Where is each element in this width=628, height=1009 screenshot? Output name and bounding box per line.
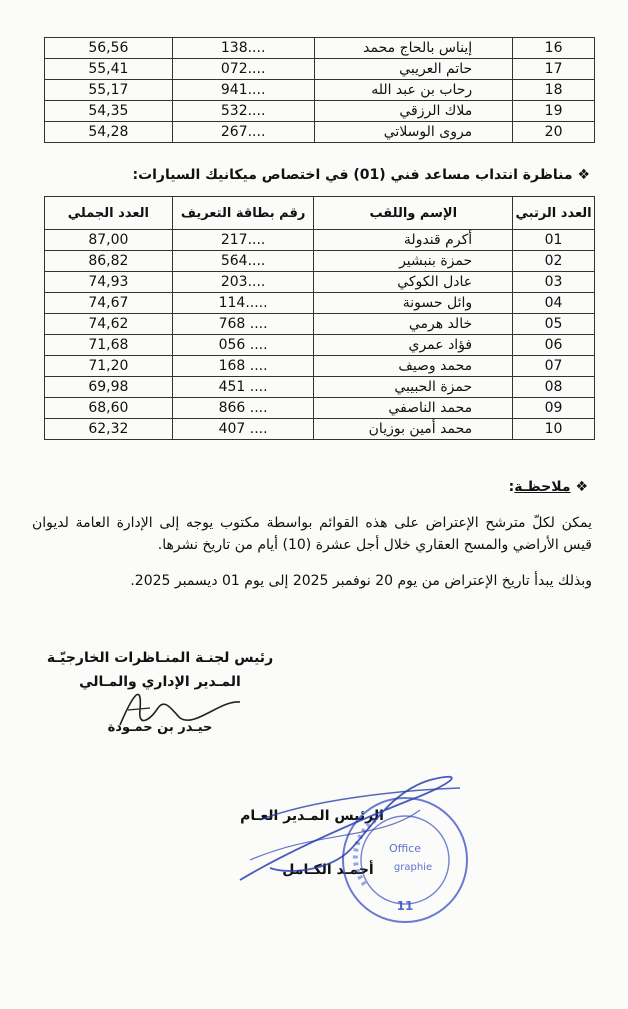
mechanics-results-cell-rank: 01 <box>513 230 595 251</box>
mechanics-results-cell-id: 564.... <box>172 251 314 272</box>
note-heading <box>509 479 588 495</box>
previous-results-cell-name: حاتم العريبي <box>314 59 513 80</box>
previous-results-cell-name: إيناس بالحاج محمد <box>314 38 513 59</box>
note-colon: : <box>508 479 515 495</box>
table-header-row <box>45 197 595 230</box>
handwritten-signature-left <box>80 680 250 740</box>
note-bullet: ❖ <box>575 479 588 495</box>
mechanics-results-row <box>45 230 595 251</box>
committee-title: رئيس لجنـة المنـاظرات الخارجيّـة <box>46 650 274 666</box>
mechanics-results-cell-name: محمد أمين بوزيان <box>314 419 513 440</box>
mechanics-results-row <box>45 272 595 293</box>
section-title <box>132 167 590 183</box>
mechanics-results-cell-name: أكرم قندولة <box>314 230 513 251</box>
previous-results-row <box>45 59 595 80</box>
note-paragraph-2: وبذلك يبدأ تاريخ الإعتراض من يوم 20 نوفمبر 2025 إلى يوم 01 ديسمبر 2025. <box>130 573 592 589</box>
previous-results-cell-name: مروى الوسلاتي <box>314 122 513 143</box>
section-bullet: ❖ <box>577 167 590 183</box>
note-label: ملاحظـة <box>514 479 571 495</box>
mechanics-results-cell-name: محمد الناصفي <box>314 398 513 419</box>
mechanics-results-cell-score: 71,68 <box>45 335 173 356</box>
mechanics-results-cell-rank: 10 <box>513 419 595 440</box>
previous-results-cell-name: رحاب بن عبد الله <box>314 80 513 101</box>
mechanics-results-cell-rank: 08 <box>513 377 595 398</box>
previous-results-row <box>45 80 595 101</box>
mechanics-results-row <box>45 419 595 440</box>
previous-results-cell-id: 941.... <box>172 80 314 101</box>
mechanics-results-row <box>45 377 595 398</box>
mechanics-results-cell-id: 056 .... <box>172 335 314 356</box>
mechanics-results-row <box>45 356 595 377</box>
mechanics-results-row <box>45 335 595 356</box>
mechanics-results-cell-score: 74,62 <box>45 314 173 335</box>
mechanics-results-cell-id: 866 .... <box>172 398 314 419</box>
mechanics-results-body <box>45 230 595 440</box>
mechanics-results-cell-id: 407 .... <box>172 419 314 440</box>
mechanics-results-cell-id: 217.... <box>172 230 314 251</box>
header-id: رقم بطاقة التعريف <box>172 197 314 230</box>
stamp-office-text: Office <box>388 842 422 855</box>
mechanics-results-cell-score: 69,98 <box>45 377 173 398</box>
director-title: الرئيس المـدير العـام <box>240 808 384 824</box>
mechanics-results-cell-id: 114..... <box>172 293 314 314</box>
previous-results-cell-id: 138.... <box>172 38 314 59</box>
mechanics-results-cell-score: 68,60 <box>45 398 173 419</box>
previous-results-table <box>44 37 595 143</box>
mechanics-results-cell-id: 451 .... <box>172 377 314 398</box>
previous-results-cell-score: 54,35 <box>45 101 173 122</box>
previous-results-cell-id: 072.... <box>172 59 314 80</box>
previous-results-cell-score: 54,28 <box>45 122 173 143</box>
mechanics-results-cell-name: فؤاد عمري <box>314 335 513 356</box>
mechanics-results-row <box>45 293 595 314</box>
previous-results-cell-score: 56,56 <box>45 38 173 59</box>
mechanics-results-cell-rank: 02 <box>513 251 595 272</box>
mechanics-results-cell-score: 87,00 <box>45 230 173 251</box>
committee-signer-name: حيـدر بن حمـودة <box>107 720 213 735</box>
mechanics-results-cell-name: حمزة الحبيبي <box>314 377 513 398</box>
mechanics-results-cell-name: وائل حسونة <box>314 293 513 314</box>
previous-results-row <box>45 38 595 59</box>
note-paragraph-1: يمكن لكلّ مترشح الإعتراض على هذه القوائم بواسطة مكتوب يوجه إلى الإدارة العامة لديوان قيس الأراضي والمسح العقاري خلال أجل عشرة (10) أيام من تاريخ نشرها. <box>32 515 592 553</box>
previous-results-body <box>45 38 595 143</box>
mechanics-results-cell-score: 71,20 <box>45 356 173 377</box>
section-title-text: مناظرة انتداب مساعد فني (01) في اختصاص ميكانيك السيارات: <box>132 167 573 183</box>
header-rank: العدد الرتبي <box>513 197 595 230</box>
mechanics-results-row <box>45 398 595 419</box>
previous-results-cell-rank: 20 <box>513 122 595 143</box>
previous-results-cell-rank: 16 <box>513 38 595 59</box>
mechanics-results-cell-name: عادل الكوكي <box>314 272 513 293</box>
mechanics-results-cell-rank: 09 <box>513 398 595 419</box>
header-name: الإسم واللقب <box>314 197 513 230</box>
mechanics-results-cell-rank: 05 <box>513 314 595 335</box>
stamp-number: 11 <box>396 899 414 913</box>
mechanics-results-cell-score: 74,67 <box>45 293 173 314</box>
mechanics-results-cell-id: 168 .... <box>172 356 314 377</box>
header-score: العدد الجملي <box>45 197 173 230</box>
mechanics-results-cell-rank: 04 <box>513 293 595 314</box>
committee-role: المـدير الإداري والمـالي <box>79 674 241 690</box>
handwritten-signature-right <box>170 760 490 900</box>
mechanics-results-cell-score: 62,32 <box>45 419 173 440</box>
mechanics-results-cell-rank: 07 <box>513 356 595 377</box>
mechanics-results-cell-name: حمزة بنبشير <box>314 251 513 272</box>
director-name: أحمـد الكـامل <box>282 862 374 878</box>
mechanics-results-cell-rank: 03 <box>513 272 595 293</box>
previous-results-row <box>45 101 595 122</box>
mechanics-results-cell-score: 86,82 <box>45 251 173 272</box>
previous-results-cell-rank: 18 <box>513 80 595 101</box>
mechanics-results-cell-name: خالد هرمي <box>314 314 513 335</box>
previous-results-cell-rank: 17 <box>513 59 595 80</box>
stamp-graphie-text: graphie <box>393 862 433 873</box>
mechanics-results-cell-name: محمد وصيف <box>314 356 513 377</box>
mechanics-results-cell-id: 203.... <box>172 272 314 293</box>
mechanics-results-row <box>45 314 595 335</box>
mechanics-results-cell-id: 768 .... <box>172 314 314 335</box>
previous-results-cell-score: 55,17 <box>45 80 173 101</box>
mechanics-results-cell-score: 74,93 <box>45 272 173 293</box>
previous-results-cell-id: 532.... <box>172 101 314 122</box>
previous-results-cell-id: 267.... <box>172 122 314 143</box>
previous-results-cell-rank: 19 <box>513 101 595 122</box>
previous-results-cell-name: ملاك الرزقي <box>314 101 513 122</box>
mechanics-results-cell-rank: 06 <box>513 335 595 356</box>
mechanics-results-row <box>45 251 595 272</box>
previous-results-row <box>45 122 595 143</box>
previous-results-cell-score: 55,41 <box>45 59 173 80</box>
mechanics-results-table <box>44 196 595 440</box>
